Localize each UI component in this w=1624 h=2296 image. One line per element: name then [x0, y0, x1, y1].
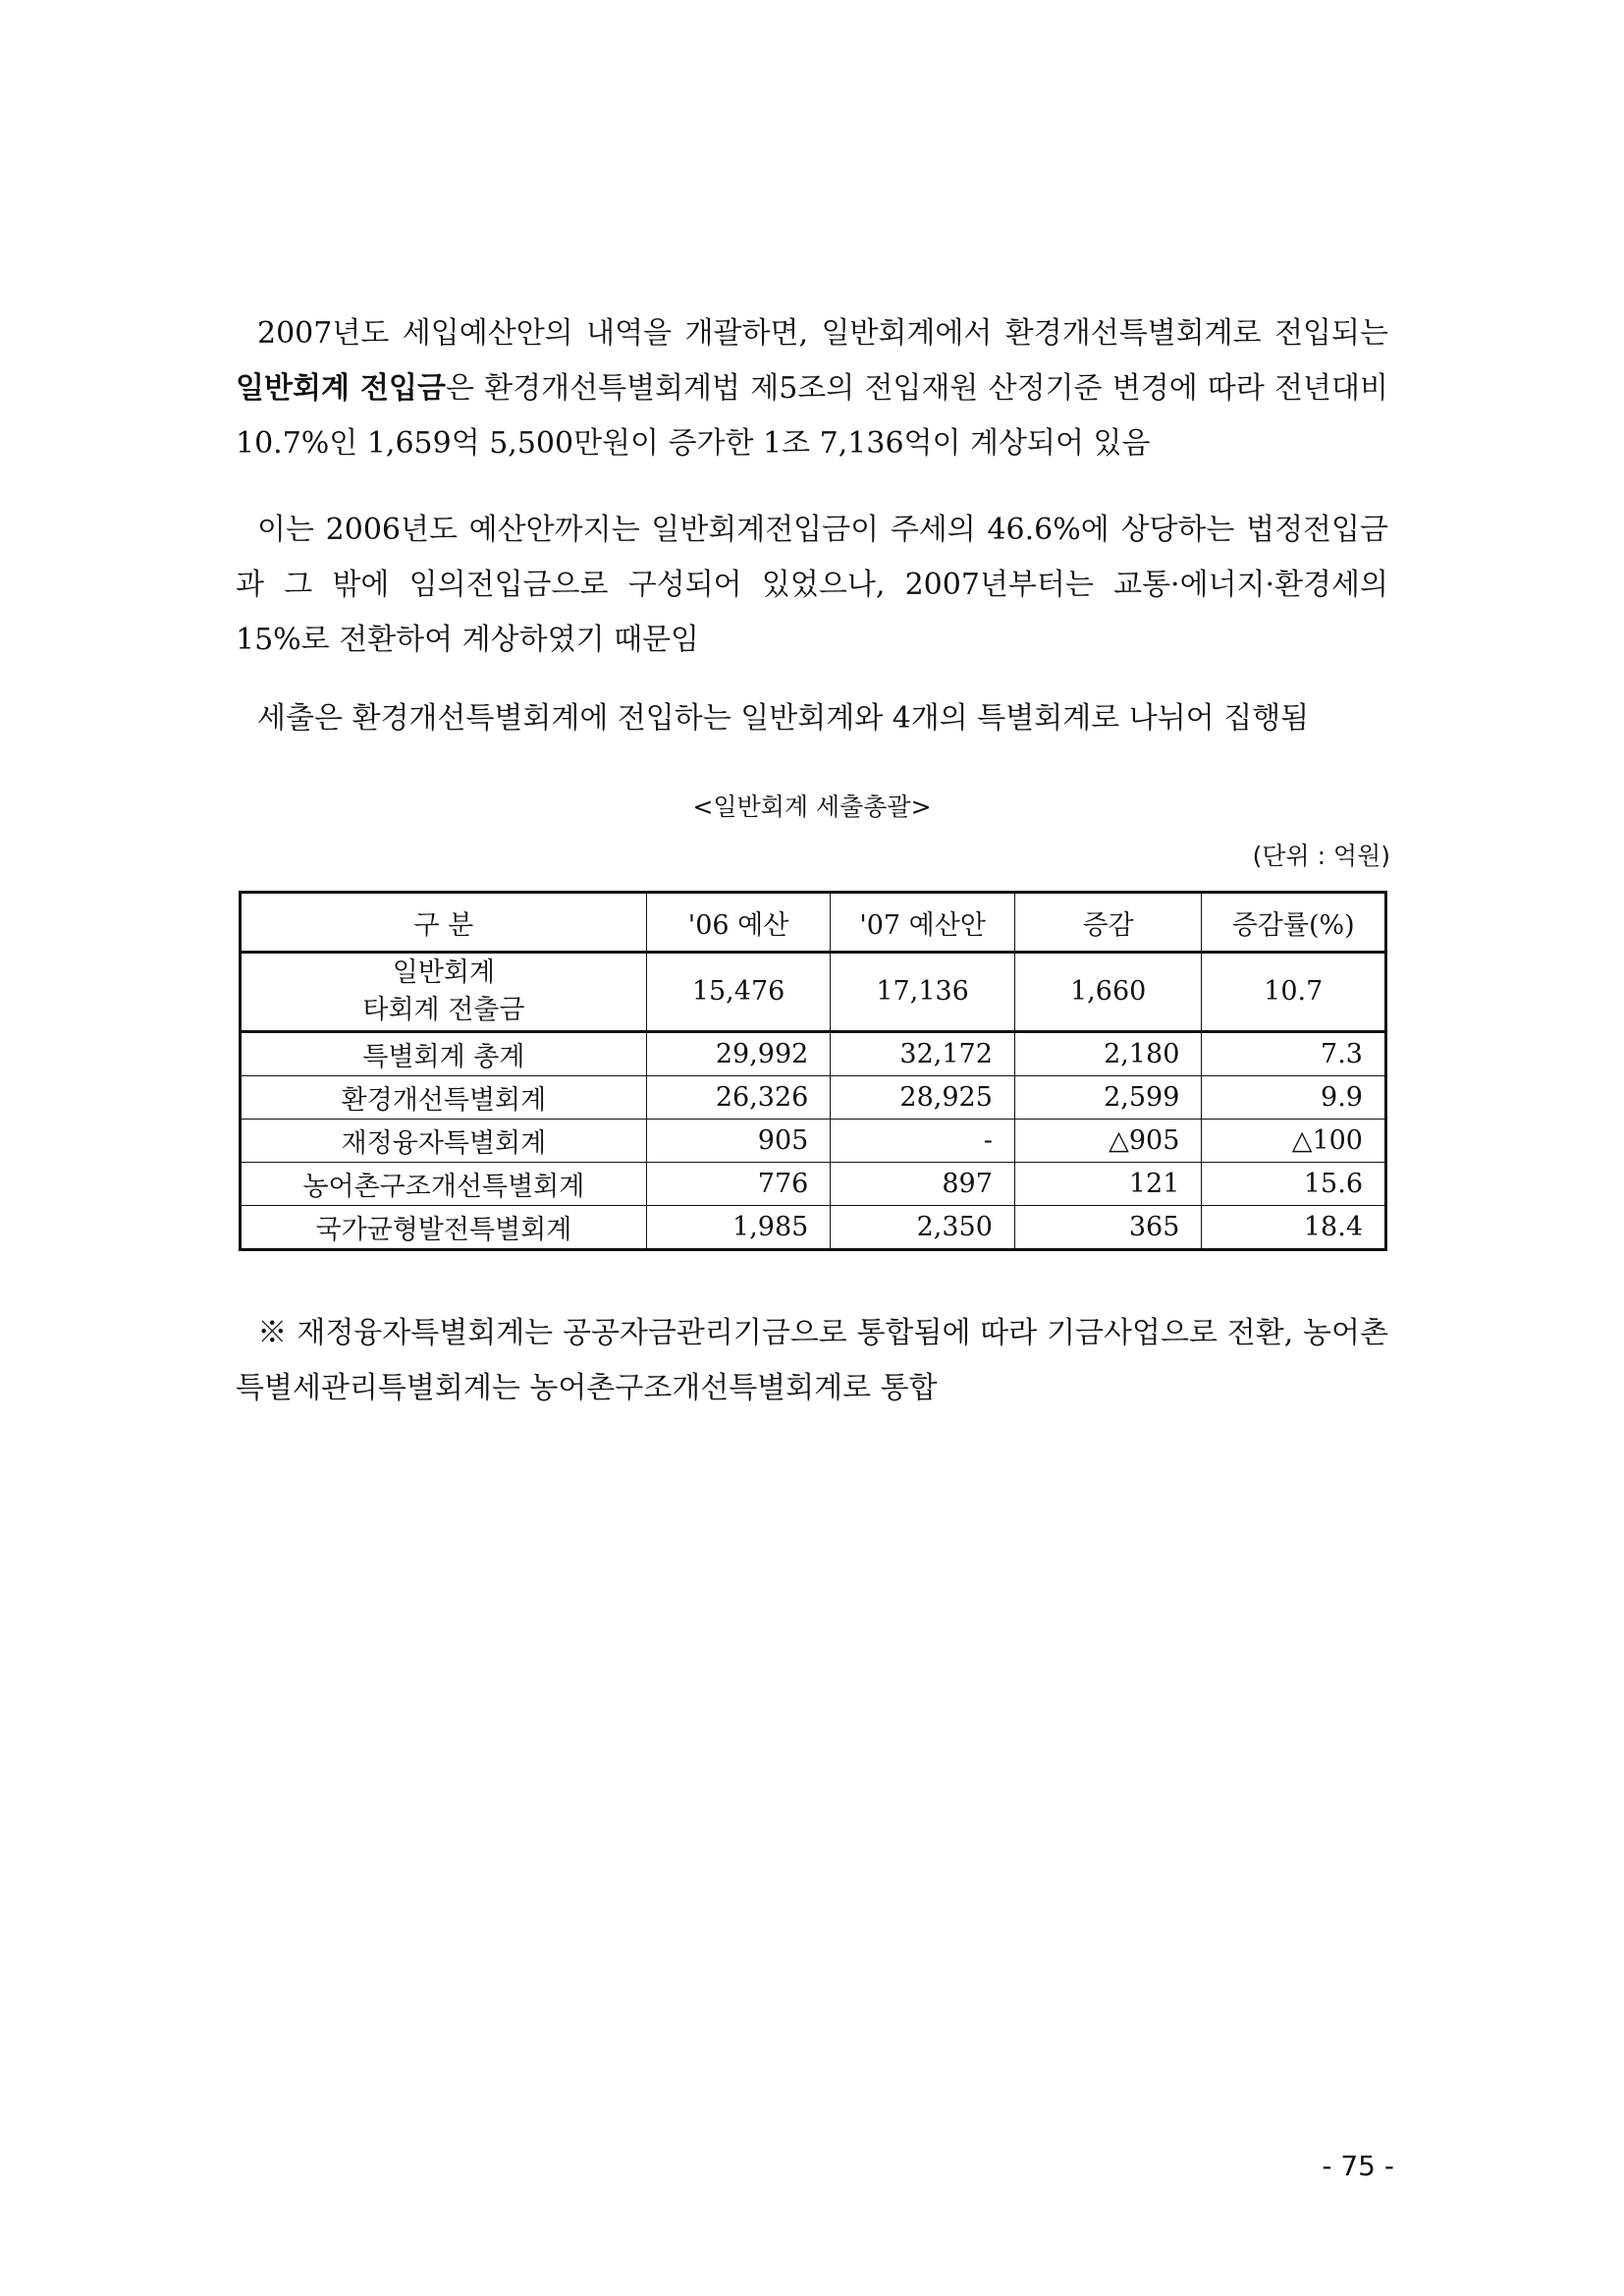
paragraph-text: 2007년도 세입예산안의 내역을 개괄하면, 일반회계에서 환경개선특별회계로 전입되는	[257, 316, 1388, 351]
table-row-general-account	[241, 953, 1386, 1032]
paragraph-text: 세출은 환경개선특별회계에 전입하는 일반회계와 4개의 특별회계로 나뉘어 집행됨	[257, 701, 1310, 736]
table-cell: 2,180	[1014, 1032, 1202, 1076]
table-cell: 32,172	[831, 1032, 1015, 1076]
table-cell: 7.3	[1202, 1032, 1386, 1076]
column-header: 구 분	[241, 893, 647, 953]
page-number: - 75 -	[1322, 2150, 1394, 2182]
footnote-text: ※ 재정융자특별회계는 공공자금관리기금으로 통합됨에 따라 기금사업으로 전환, 농어촌특별세관리특별회계는 농어촌구조개선특별회계로 통합	[236, 1316, 1388, 1405]
table-cell: 2,599	[1014, 1076, 1202, 1120]
row-label: 재정융자특별회계	[241, 1120, 647, 1163]
table-cell: 28,925	[831, 1076, 1015, 1120]
table-cell: 2,350	[831, 1206, 1015, 1250]
table-cell: 1,660	[1014, 953, 1202, 1032]
table-cell: 10.7	[1202, 953, 1386, 1032]
column-header: 증감률(%)	[1202, 893, 1386, 953]
row-label: 농어촌구조개선특별회계	[241, 1163, 647, 1206]
paragraph-reason	[236, 503, 1388, 668]
table-cell: 17,136	[831, 953, 1015, 1032]
column-header: '06 예산	[646, 893, 831, 953]
paragraph-text: 이는 2006년도 예산안까지는 일반회계전입금이 주세의 46.6%에 상당하는 법정전입금과 그 밖에 임의전입금으로 구성되어 있었으나, 2007년부터는 교통·에너지·환경세의 15%로 전환하여 계상하였기 때문임	[236, 513, 1388, 657]
row-label: 특별회계 총계	[241, 1032, 647, 1076]
table-cell: 15,476	[646, 953, 831, 1032]
table-cell: 905	[646, 1120, 831, 1163]
footnote	[236, 1306, 1388, 1416]
column-header: 증감	[1014, 893, 1202, 953]
table-cell: 26,326	[646, 1076, 831, 1120]
table-cell: 15.6	[1202, 1163, 1386, 1206]
table-cell: 1,985	[646, 1206, 831, 1250]
table-cell: 897	[831, 1163, 1015, 1206]
table-cell: △100	[1202, 1120, 1386, 1163]
paragraph-revenue-overview	[236, 306, 1388, 471]
row-label-line: 일반회계	[392, 957, 496, 988]
table-title: <일반회계 세출총괄>	[692, 793, 932, 821]
table-cell: 18.4	[1202, 1206, 1386, 1250]
table-cell: 9.9	[1202, 1076, 1386, 1120]
table-cell: △905	[1014, 1120, 1202, 1163]
table-cell: 365	[1014, 1206, 1202, 1250]
row-label: 환경개선특별회계	[241, 1076, 647, 1120]
table-row	[241, 1206, 1386, 1250]
row-label: 국가균형발전특별회계	[241, 1206, 647, 1250]
table-row	[241, 1163, 1386, 1206]
table-cell: 121	[1014, 1163, 1202, 1206]
table-unit: (단위 : 억원)	[1252, 842, 1390, 870]
paragraph-text: 은 환경개선특별회계법 제5조의 전입재원 산정기준 변경에 따라 전년대비 10.7%인 1,659억 5,500만원이 증가한 1조 7,136억이 계상되어 있음	[236, 371, 1388, 461]
paragraph-expenditure	[236, 691, 1388, 746]
budget-table	[239, 891, 1387, 1251]
table-cell: 776	[646, 1163, 831, 1206]
table-cell: -	[831, 1120, 1015, 1163]
row-label	[241, 953, 647, 1032]
bold-term: 일반회계 전입금	[236, 371, 446, 406]
column-header: '07 예산안	[831, 893, 1015, 953]
table-row	[241, 1120, 1386, 1163]
table-row	[241, 1076, 1386, 1120]
row-label-line: 타회계 전출금	[362, 995, 525, 1025]
table-header-row	[241, 893, 1386, 953]
table-cell: 29,992	[646, 1032, 831, 1076]
table-row	[241, 1032, 1386, 1076]
